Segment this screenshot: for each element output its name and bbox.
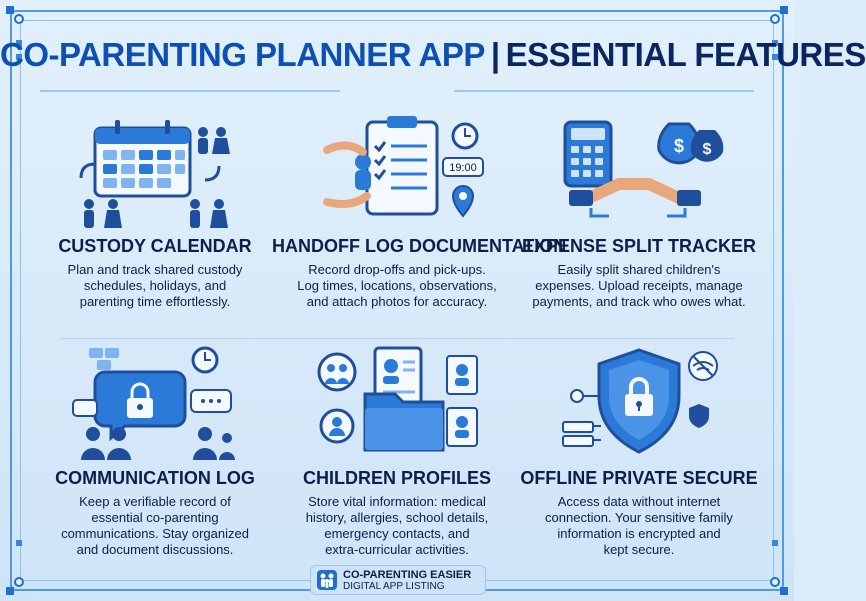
frame-dot <box>14 14 24 24</box>
frame-corner <box>6 6 14 14</box>
feature-heading: OFFLINE PRIVATE SECURE <box>520 468 758 488</box>
chat-lock-icon <box>65 342 245 462</box>
family-logo-icon <box>317 570 337 590</box>
title-separator: | <box>490 36 500 73</box>
footer-line1: CO-PARENTING EASIER <box>343 569 472 581</box>
frame-dot <box>770 577 780 587</box>
title-underline <box>40 90 340 92</box>
frame-corner <box>780 6 788 14</box>
frame-corner <box>6 587 14 595</box>
dollar-sign-text: $ <box>702 141 712 158</box>
row-divider <box>60 338 734 339</box>
footer-badge <box>310 565 486 595</box>
feature-children-profiles <box>272 342 522 558</box>
footer-line2: DIGITAL APP LISTING <box>343 581 445 592</box>
feature-description: Plan and track shared custody schedules, holidays, and parenting time effortlessly. <box>67 262 243 309</box>
feature-expense-split <box>514 110 764 310</box>
frame-tick <box>772 540 778 546</box>
feature-description: Store vital information: medical history, allergies, school details, emergency contacts, and extra-curricular activities. <box>305 494 489 557</box>
feature-heading: EXPENSE SPLIT TRACKER <box>521 236 757 256</box>
feature-custody-calendar <box>30 110 280 310</box>
feature-description: Record drop-offs and pick-ups. Log times, locations, observations, and attach photos for accuracy. <box>297 262 497 309</box>
handoff-time-text: 19:00 <box>449 162 477 174</box>
feature-description: Keep a verifiable record of essential co-parenting communications. Stay organized and document discussions. <box>61 494 249 557</box>
feature-heading: CHILDREN PROFILES <box>302 468 491 488</box>
folder-profiles-icon <box>307 342 487 462</box>
feature-handoff-log <box>272 110 567 310</box>
feature-description: Easily split shared children's expenses. Upload receipts, manage payments, and track who owes what. <box>532 262 746 309</box>
clipboard-handoff-icon <box>307 110 487 230</box>
page-title <box>0 36 866 74</box>
feature-description: Access data without internet connection. Your sensitive family information is encrypted and kept secure. <box>545 494 733 557</box>
frame-dot <box>14 577 24 587</box>
frame-dot <box>770 14 780 24</box>
handshake-money-icon <box>549 110 729 230</box>
shield-lock-icon <box>549 342 729 462</box>
title-underline <box>454 90 754 92</box>
feature-heading: HANDOFF LOG DOCUMENTATION <box>272 236 567 256</box>
title-part2: ESSENTIAL FEATURES <box>505 36 866 73</box>
feature-heading: CUSTODY CALENDAR <box>58 236 252 256</box>
title-part1: CO-PARENTING PLANNER APP <box>0 36 485 73</box>
calendar-family-icon <box>65 110 245 230</box>
feature-heading: COMMUNICATION LOG <box>55 468 255 488</box>
dollar-sign-text: $ <box>673 136 685 156</box>
feature-offline-secure <box>514 342 764 558</box>
frame-tick <box>16 540 22 546</box>
feature-communication-log <box>30 342 280 558</box>
frame-corner <box>780 587 788 595</box>
